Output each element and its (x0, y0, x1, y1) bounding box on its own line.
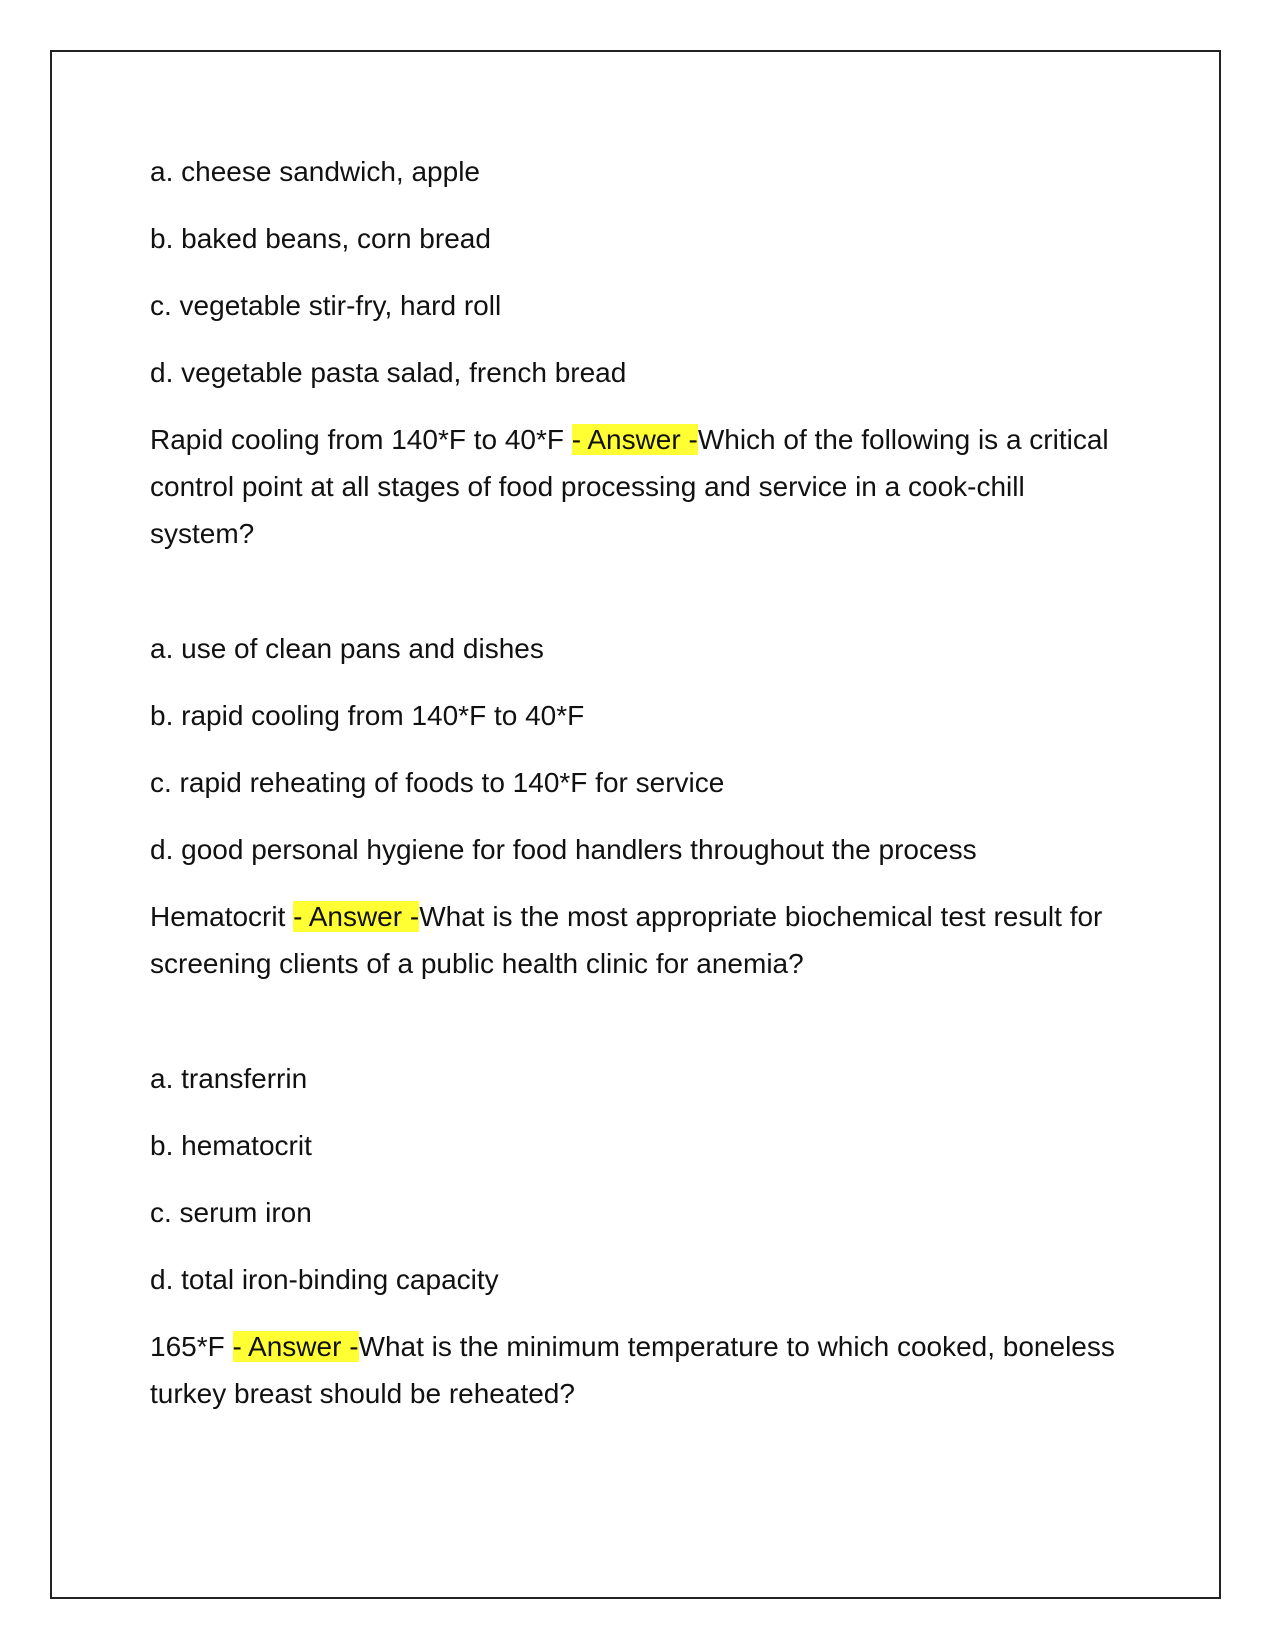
option-c: c. serum iron (150, 1197, 312, 1228)
option-b: b. rapid cooling from 140*F to 40*F (150, 700, 585, 731)
option-a: a. cheese sandwich, apple (150, 156, 480, 187)
question-text: Which of the following is a critical control point at all stages of food processing and service in a cook-chill system? (150, 424, 1109, 549)
answer-marker: - Answer - (293, 901, 420, 932)
option-c: c. rapid reheating of foods to 140*F for service (150, 767, 725, 798)
question-block (150, 893, 1130, 987)
option-b: b. baked beans, corn bread (150, 223, 491, 254)
document-body (150, 148, 1130, 1437)
question-text: What is the most appropriate biochemical test result for screening clients of a public health clinic for anemia? (150, 901, 1103, 979)
option-b: b. hematocrit (150, 1130, 312, 1161)
option-a: a. transferrin (150, 1063, 308, 1094)
question-block (150, 416, 1130, 557)
answer-text: Rapid cooling from 140*F to 40*F (150, 424, 572, 455)
option-d: d. total iron-binding capacity (150, 1264, 499, 1295)
option-d: d. vegetable pasta salad, french bread (150, 357, 627, 388)
answer-marker: - Answer - (232, 1331, 359, 1362)
option-a: a. use of clean pans and dishes (150, 633, 544, 664)
option-d: d. good personal hygiene for food handlers throughout the process (150, 834, 977, 865)
answer-text: 165*F (150, 1331, 233, 1362)
question-block (150, 1323, 1130, 1417)
option-c: c. vegetable stir-fry, hard roll (150, 290, 502, 321)
answer-text: Hematocrit (150, 901, 294, 932)
answer-marker: - Answer - (571, 424, 698, 455)
question-text: What is the minimum temperature to which cooked, boneless turkey breast should be reheated? (150, 1331, 1115, 1409)
